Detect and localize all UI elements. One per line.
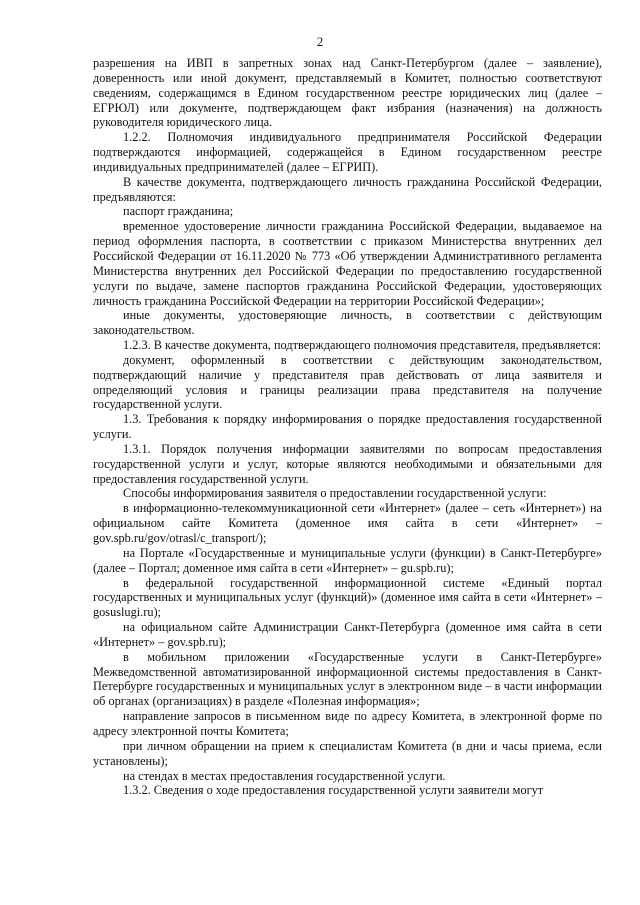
paragraph: документ, оформленный в соответствии с действующим законодательством, подтверждающий наличие у представителя прав действовать от лица заявителя и определяющий условия и границы реализации права представителя на получение государственной услуги.: [93, 352, 602, 412]
paragraph: на стендах в местах предоставления государственной услуги.: [123, 768, 446, 783]
paragraph: временное удостоверение личности гражданина Российской Федерации, выдаваемое на период оформления паспорта, в соответствии с приказом Министерства внутренних дел Российской Федерации от 16.11.2020 № 773 «Об утверждении Административного регламента Министерства внутренних дел Российской Федерации по предоставлению государственной услуги по выдаче, замене паспортов гражданина Российской Федерации, удостоверяющих личность гражданина Российской Федерации на территории Российской Федерации»;: [93, 219, 602, 308]
page-number: 2: [316, 34, 324, 49]
document-body: [93, 56, 602, 798]
paragraph: паспорт гражданина;: [123, 204, 234, 219]
paragraph: 1.3.1. Порядок получения информации заявителями по вопросам предоставления государственной услуги и услуг, которые являются необходимыми и обязательными для предоставления государственной услуги.: [93, 441, 602, 486]
paragraph: направление запросов в письменном виде по адресу Комитета, в электронной форме по адресу электронной почты Комитета;: [93, 709, 602, 738]
paragraph: на официальном сайте Администрации Санкт-Петербурга (доменное имя сайта в сети «Интернет» – gov.spb.ru);: [93, 620, 602, 649]
paragraph: Способы информирования заявителя о предоставлении государственной услуги:: [123, 486, 547, 501]
paragraph: при личном обращении на прием к специалистам Комитета (в дни и часы приема, если установлены);: [93, 738, 602, 768]
paragraph: 1.3.2. Сведения о ходе предоставления государственной услуги заявители могут: [123, 783, 544, 798]
paragraph: в федеральной государственной информационной системе «Единый портал государственных и муниципальных услуг (функций)» (доменное имя сайта в сети «Интернет» – gosuslugi.ru);: [93, 575, 602, 620]
paragraph: В качестве документа, подтверждающего личность гражданина Российской Федерации, предъявляются:: [93, 174, 602, 204]
paragraph: 1.2.2. Полномочия индивидуального предпринимателя Российской Федерации подтверждаются информацией, содержащейся в Едином государственном реестре индивидуальных предпринимателей (далее – ЕГРИП).: [93, 130, 602, 174]
paragraph: в мобильном приложении «Государственные услуги в Санкт-Петербурге» Межведомственной автоматизированной информационной системы предоставления в Санкт-Петербурге государственных и муниципальных услуг в электронном виде – в части информации об органах (организациях) в разделе «Полезная информация»;: [93, 649, 602, 709]
paragraph: иные документы, удостоверяющие личность, в соответствии с действующим законодательством.: [93, 308, 602, 338]
paragraph: 1.2.3. В качестве документа, подтверждающего полномочия представителя, предъявляется:: [123, 338, 602, 353]
paragraph: 1.3. Требования к порядку информирования о порядке предоставления государственной услуги.: [93, 412, 602, 442]
paragraph: в информационно-телекоммуникационной сети «Интернет» (далее – сеть «Интернет») на официальном сайте Комитета (доменное имя сайта в сети «Интернет» – gov.spb.ru/gov/otrasl/c_transport/);: [93, 501, 602, 545]
paragraph: на Портале «Государственные и муниципальные услуги (функции) в Санкт-Петербурге» (далее – Портал; доменное имя сайта в сети «Интернет» – gu.spb.ru);: [93, 545, 602, 575]
paragraph: разрешения на ИВП в запретных зонах над Санкт-Петербургом (далее – заявление), доверенность или иной документ, представляемый в Комитет, полностью соответствуют сведениям, содержащимся в Едином государственном реестре юридических лиц (далее – ЕГРЮЛ) или документе, подтверждающем факт избрания (назначения) на должность руководителя юридического лица.: [93, 56, 602, 130]
